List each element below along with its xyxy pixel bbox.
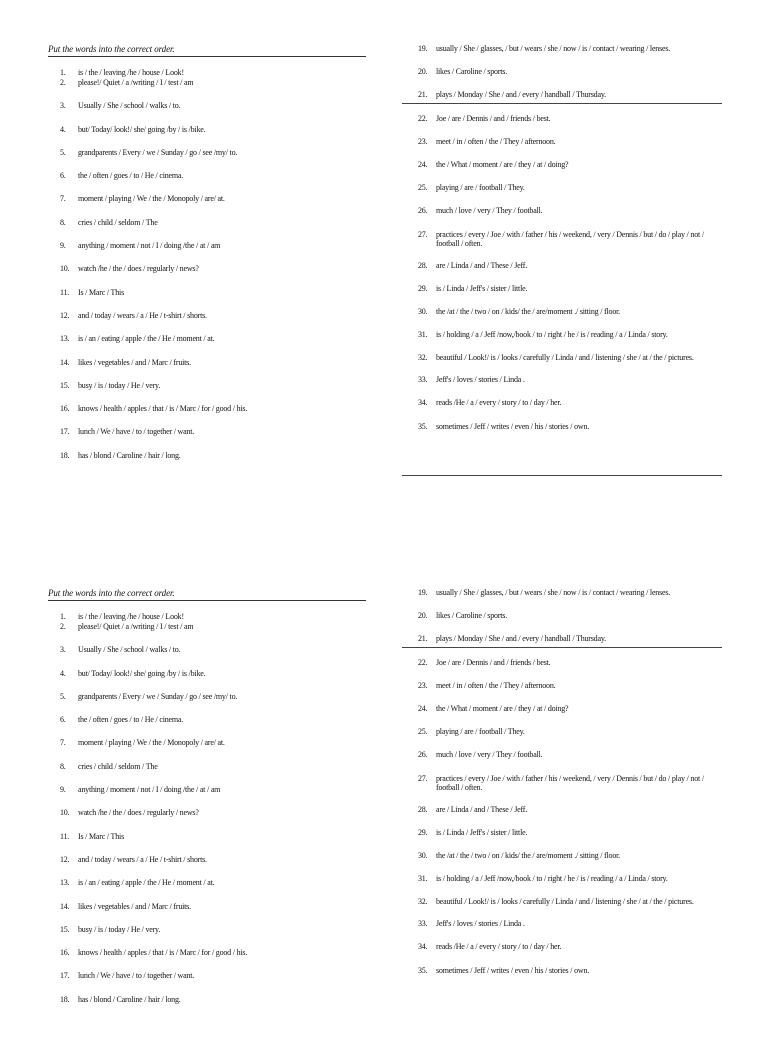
exercise-list-left [60, 612, 380, 1018]
exercise-item: 10. watch /he / the / does / regularly / news? [60, 264, 199, 274]
exercise-item: 23. meet / in / often / the / They / afternoon. [418, 136, 556, 146]
exercise-item: 20. likes / Caroline / sports. [418, 611, 508, 621]
exercise-item: 10. watch /he / the / does / regularly / news? [60, 808, 199, 818]
exercise-item: 25. playing / are / football / They. [418, 727, 525, 737]
exercise-item: 2. please!/ Quiet / a /writing / I / test / am [60, 78, 194, 87]
exercise-item: 30. the /at / the / two / on / kids/ the / are/moment ./ sitting / floor. [418, 850, 620, 860]
exercise-item: 25. playing / are / football / They. [418, 183, 525, 193]
exercise-item: 15. busy / is / today / He / very. [60, 924, 161, 934]
exercise-item: 32. beautiful / Look!/ is / looks / carefully / Linda / and / listening / she / at / the / pictures. [418, 353, 694, 363]
exercise-item: 22. Joe / are / Dennis / and / friends / best. [418, 657, 551, 667]
exercise-item: 26. much / love / very / They / football. [418, 206, 543, 216]
exercise-item: 3. Usually / She / school / walks / to. [60, 645, 181, 655]
exercise-item: 27. practices / every / Joe / with / father / his / weekend, / very / Dennis / but / do / play / not / football / often. [418, 773, 704, 792]
exercise-list-left [60, 68, 380, 474]
exercise-item: 18. has / blond / Caroline / hair / long. [60, 450, 181, 460]
exercise-item: 27. practices / every / Joe / with / father / his / weekend, / very / Dennis / but / do / play / not / football / often. [418, 229, 704, 248]
exercise-item: 20. likes / Caroline / sports. [418, 67, 508, 77]
exercise-item: 8. cries / child / seldom / The [60, 217, 158, 227]
exercise-item: 9. anything / moment / not / I / doing /the / at / am [60, 785, 221, 795]
exercise-item: 22. Joe / are / Dennis / and / friends / best. [418, 113, 551, 123]
exercise-item: 4. but/ Today/ look!/ she/ going /by / is /bike. [60, 668, 206, 678]
exercise-item: 6. the / often / goes / to / He / cinema. [60, 171, 184, 181]
exercise-item: 16. knows / health / apples / that / is / Marc / for / good / his. [60, 404, 248, 414]
exercise-item: 2. please!/ Quiet / a /writing / I / test / am [60, 622, 194, 631]
exercise-item: 34. reads /He / a / every / story / to / day / her. [418, 942, 562, 952]
exercise-item: 17. lunch / We / have / to / together / want. [60, 427, 195, 437]
exercise-item: 32. beautiful / Look!/ is / looks / carefully / Linda / and / listening / she / at / the / pictures. [418, 897, 694, 907]
exercise-item: 23. meet / in / often / the / They / afternoon. [418, 680, 556, 690]
divider-rule [402, 475, 722, 476]
exercise-item: 11. Is / Marc / This [60, 831, 124, 841]
exercise-item: 24. the / What / moment / are / they / at / doing? [418, 159, 569, 169]
exercise-item: 31. is / holding / a / Jeff /now,/book / to / right / he / is / reading / a / Linda / story. [418, 330, 668, 340]
exercise-item: 34. reads /He / a / every / story / to / day / her. [418, 398, 562, 408]
exercise-item: 18. has / blond / Caroline / hair / long. [60, 994, 181, 1004]
exercise-item: 5. grandparents / Every / we / Sunday / go / see /my/ to. [60, 147, 238, 157]
exercise-item: 13. is / an / eating / apple / the / He / moment / at. [60, 878, 215, 888]
exercise-item: 21. plays / Monday / She / and / every / handball / Thursday. [418, 90, 606, 100]
exercise-list-right [418, 588, 728, 989]
exercise-item: 8. cries / child / seldom / The [60, 761, 158, 771]
exercise-item: 19. usually / She / glasses, / but / wears / she / now / is / contact / wearing / lenses. [418, 588, 671, 597]
exercise-item: 14. likes / vegetables / and / Marc / fruits. [60, 357, 191, 367]
worksheet-title: Put the words into the correct order. [48, 588, 366, 601]
exercise-item: 19. usually / She / glasses, / but / wears / she / now / is / contact / wearing / lenses. [418, 44, 671, 53]
exercise-item: 35. sometimes / Jeff / writes / even / his / stories / own. [418, 965, 590, 975]
exercise-item: 21. plays / Monday / She / and / every / handball / Thursday. [418, 634, 606, 644]
exercise-item: 13. is / an / eating / apple / the / He / moment / at. [60, 334, 215, 344]
divider-rule [402, 647, 722, 648]
exercise-item: 30. the /at / the / two / on / kids/ the / are/moment ./ sitting / floor. [418, 306, 620, 316]
exercise-item: 6. the / often / goes / to / He / cinema. [60, 715, 184, 725]
divider-rule [402, 103, 722, 104]
exercise-item: 31. is / holding / a / Jeff /now,/book / to / right / he / is / reading / a / Linda / story. [418, 874, 668, 884]
exercise-item: 11. Is / Marc / This [60, 287, 124, 297]
exercise-item: 7. moment / playing / We / the / Monopoly / are/ at. [60, 738, 225, 748]
exercise-item: 7. moment / playing / We / the / Monopoly / are/ at. [60, 194, 225, 204]
worksheet-copy-top [0, 0, 768, 512]
exercise-item: 4. but/ Today/ look!/ she/ going /by / is /bike. [60, 124, 206, 134]
exercise-item: 5. grandparents / Every / we / Sunday / go / see /my/ to. [60, 691, 238, 701]
exercise-item: 3. Usually / She / school / walks / to. [60, 101, 181, 111]
exercise-item: 12. and / today / wears / a / He / t-shirt / shorts. [60, 854, 207, 864]
exercise-item: 28. are / Linda / and / These / Jeff. [418, 804, 528, 814]
exercise-item: 14. likes / vegetables / and / Marc / fruits. [60, 901, 191, 911]
worksheet-title: Put the words into the correct order. [48, 44, 366, 57]
exercise-item: 29. is / Linda / Jeff's / sister / little. [418, 827, 528, 837]
exercise-item: 35. sometimes / Jeff / writes / even / his / stories / own. [418, 421, 590, 431]
exercise-item: 1. is / the / leaving /he / house / Look! [60, 612, 184, 621]
exercise-item: 29. is / Linda / Jeff's / sister / little. [418, 283, 528, 293]
exercise-item: 26. much / love / very / They / football. [418, 750, 543, 760]
worksheet-copy-bottom [0, 544, 768, 1056]
exercise-item: 9. anything / moment / not / I / doing /the / at / am [60, 241, 221, 251]
exercise-item: 33. Jeff's / loves / stories / Linda . [418, 375, 525, 385]
exercise-item: 16. knows / health / apples / that / is / Marc / for / good / his. [60, 948, 248, 958]
exercise-item: 24. the / What / moment / are / they / at / doing? [418, 703, 569, 713]
exercise-item: 15. busy / is / today / He / very. [60, 380, 161, 390]
exercise-list-right [418, 44, 728, 445]
exercise-item: 28. are / Linda / and / These / Jeff. [418, 260, 528, 270]
exercise-item: 17. lunch / We / have / to / together / want. [60, 971, 195, 981]
exercise-item: 33. Jeff's / loves / stories / Linda . [418, 919, 525, 929]
exercise-item: 12. and / today / wears / a / He / t-shirt / shorts. [60, 310, 207, 320]
exercise-item: 1. is / the / leaving /he / house / Look! [60, 68, 184, 77]
